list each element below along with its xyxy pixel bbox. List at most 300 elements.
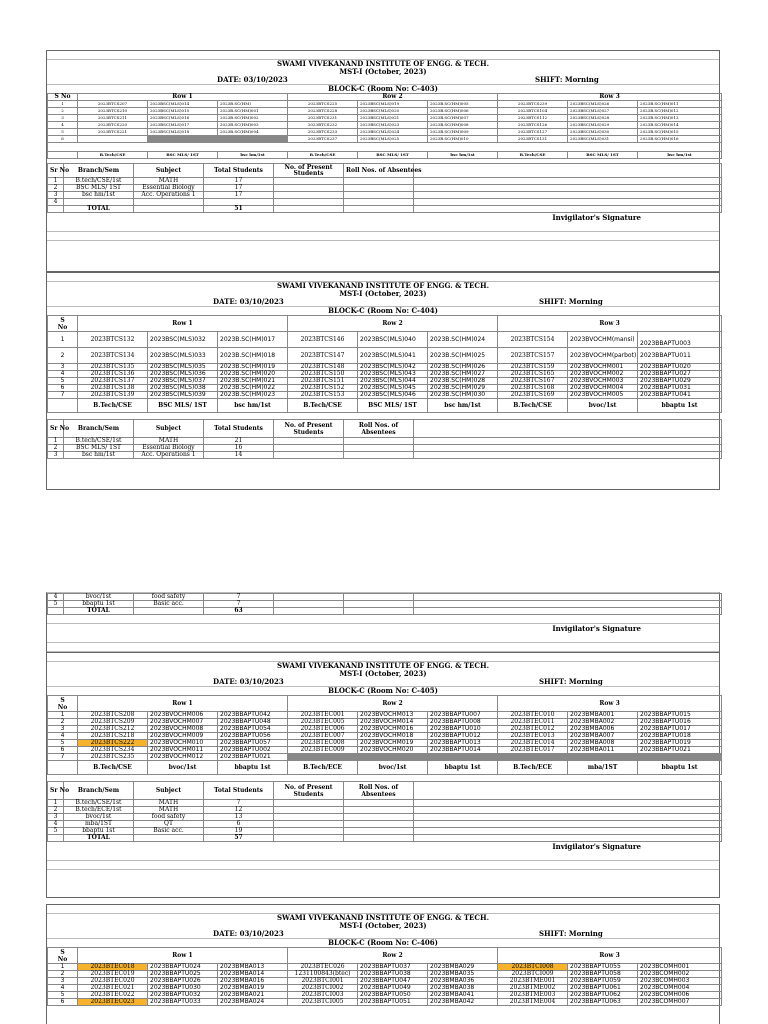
- roll-number-cell: 2023BTCS228: [288, 108, 358, 115]
- seating-table: [47, 695, 722, 775]
- subject-name: QT: [134, 821, 204, 828]
- branch-sem: BSC MLS/ 1ST: [64, 445, 134, 452]
- sr-number: 1: [48, 438, 64, 445]
- course-label: bbaptu 1st: [218, 761, 288, 775]
- roll-number-cell: 2023BMBA036: [428, 978, 498, 985]
- roll-number-cell: 2023BMBA014: [218, 971, 288, 978]
- course-label: B.Tech/ECE: [498, 761, 568, 775]
- room-title: BLOCK-C (Room No: C-404): [328, 306, 438, 315]
- roll-number-cell: 2023BBAPTU058: [568, 971, 638, 978]
- roll-number-cell: 2023BMBA007: [568, 733, 638, 740]
- roll-number-cell: 2023BTCS151: [288, 378, 358, 385]
- roll-number-cell: 2023BTCS126: [498, 122, 568, 129]
- roll-number-cell: 2023BTCS165: [498, 371, 568, 378]
- roll-number-cell: 2023BTCS135: [78, 364, 148, 371]
- summary-row: [48, 594, 722, 601]
- roll-number-cell: 2023BBAPTU048: [218, 719, 288, 726]
- absent-header: Roll Nos. of Absentees: [344, 782, 414, 800]
- table-row: [48, 999, 722, 1006]
- roll-number-cell: 2023BTCS153: [288, 392, 358, 399]
- roll-number-cell: 2023BTCS147: [288, 348, 358, 364]
- row3-header: Row 3: [498, 696, 722, 712]
- seat-number: 3: [48, 364, 78, 371]
- summary-row: [48, 814, 722, 821]
- total-students: 19: [204, 828, 274, 835]
- seat-number: 3: [48, 726, 78, 733]
- sr-number: 3: [48, 452, 64, 459]
- roll-number-cell: 2023B.SC(HM)023: [218, 392, 288, 399]
- total-value: 51: [204, 206, 274, 213]
- roll-number-cell: [218, 136, 288, 143]
- row2-header: Row 2: [288, 94, 498, 101]
- branch-sem: B.tech/ECE/1st: [64, 807, 134, 814]
- total-students: 7: [204, 800, 274, 807]
- roll-number-cell: 2023BTCS237: [288, 136, 358, 143]
- roll-number-cell: 2023BVOCHM011: [148, 747, 218, 754]
- roll-number-cell: 2023BTEC023: [78, 999, 148, 1006]
- exam-title: MST-I (October, 2023): [339, 67, 427, 76]
- branch-sem: bsc hm/1st: [64, 452, 134, 459]
- srno-header: Sr No: [48, 164, 64, 178]
- roll-number-cell: 2023BTEC009: [288, 747, 358, 754]
- course-label: BSC MLS/ 1ST: [148, 399, 218, 413]
- roll-number-cell: 2023BSC(MLS)045: [358, 385, 428, 392]
- seating-sheet-c406: [46, 904, 720, 1024]
- roll-number-cell: 2023BBAPTU049: [358, 985, 428, 992]
- roll-number-cell: 2023BSC(MLS)017: [148, 122, 218, 129]
- roll-number-cell: 2023BSC(MLS)041: [358, 348, 428, 364]
- roll-number-cell: 2023BBAPTU021: [218, 754, 288, 761]
- table-row: [48, 392, 722, 399]
- roll-number-cell: [498, 754, 568, 761]
- total-students: 13: [204, 814, 274, 821]
- sno-header: S No: [48, 948, 78, 964]
- course-label: BSC MLS/ 1ST: [358, 399, 428, 413]
- seating-table: [47, 947, 722, 1006]
- summary-row: [48, 452, 722, 459]
- roll-number-cell: 2023BBAPTU026: [148, 978, 218, 985]
- roll-number-cell: 2023BTCS138: [78, 385, 148, 392]
- course-label: bsc hm/1st: [638, 152, 722, 159]
- seat-number: 4: [48, 985, 78, 992]
- roll-number-cell: 2023BTCS208: [78, 712, 148, 719]
- seat-number: 7: [48, 392, 78, 399]
- roll-number-cell: 2023BBAPTU008: [428, 719, 498, 726]
- roll-number-cell: 2023B.SC(HM)016: [638, 136, 722, 143]
- table-row: [48, 332, 722, 348]
- roll-number-cell: 2023BTCI005: [288, 999, 358, 1006]
- row1-header: Row 1: [78, 696, 288, 712]
- roll-number-cell: 2023BBAPTU027: [638, 371, 722, 378]
- roll-number-cell: 2023BBAPTU047: [358, 978, 428, 985]
- roll-number-cell: 2023BCOMH003: [638, 978, 722, 985]
- roll-number-cell: 2023BMBA011: [568, 747, 638, 754]
- subject-name: MATH: [134, 800, 204, 807]
- roll-number-cell: 2023BCOMH006: [638, 992, 722, 999]
- roll-number-cell: 2023BTCS136: [78, 371, 148, 378]
- roll-number-cell: 2023B.SC(HM)001: [218, 108, 288, 115]
- room-title: BLOCK-C (Room No: C-406): [328, 938, 438, 947]
- subject-name: Basic acc.: [134, 601, 204, 608]
- total-students: 7: [204, 601, 274, 608]
- total-header: Total Students: [204, 782, 274, 800]
- summary-row: [48, 828, 722, 835]
- roll-number-cell: 2023BSC(MLS)021: [358, 115, 428, 122]
- table-row: [48, 108, 722, 115]
- invigilator-signature: Invigilator's Signature: [552, 624, 641, 633]
- table-row: [48, 115, 722, 122]
- roll-number-cell: 2023BTCS207: [78, 101, 148, 108]
- roll-number-cell: 2023BTCI008: [498, 964, 568, 971]
- roll-number-cell: 2023BSC(MLS)023: [358, 122, 428, 129]
- course-label: B.Tech/CSE: [498, 399, 568, 413]
- roll-number-cell: 2023BTCS112: [498, 115, 568, 122]
- roll-number-cell: 2023BTCI009: [498, 971, 568, 978]
- roll-number-cell: 2023BTCS232: [288, 122, 358, 129]
- roll-number-cell: 2023BMBA019: [218, 985, 288, 992]
- roll-number-cell: 2023BTEC021: [78, 985, 148, 992]
- exam-shift: SHIFT: Morning: [539, 677, 603, 686]
- exam-shift: SHIFT: Morning: [539, 929, 603, 938]
- institute-title: SWAMI VIVEKANAND INSTITUTE OF ENGG. & TECH.: [276, 59, 490, 68]
- srno-header: Sr No: [48, 420, 64, 438]
- subject-name: Basic acc.: [134, 828, 204, 835]
- roll-number-cell: 2023B.SC(HM)015: [638, 129, 722, 136]
- sno-header: S No: [48, 696, 78, 712]
- course-label: bbaptu 1st: [638, 399, 722, 413]
- roll-number-cell: 2023B.SC(HM): [218, 101, 288, 108]
- subject-name: MATH: [134, 438, 204, 445]
- roll-number-cell: 2023BBAPTU038: [358, 971, 428, 978]
- roll-number-cell: 2023BTCS154: [498, 332, 568, 348]
- roll-number-cell: 2023BTCI001: [288, 978, 358, 985]
- summary-row: [48, 192, 722, 199]
- table-row: [48, 136, 722, 143]
- roll-number-cell: 2023BMBA038: [428, 985, 498, 992]
- sr-number: 4: [48, 199, 64, 206]
- roll-number-cell: 2023BTCS132: [78, 332, 148, 348]
- summary-table-continued: [47, 593, 722, 615]
- roll-number-cell: 2023BTME001: [498, 978, 568, 985]
- roll-number-cell: 2023BTCS137: [78, 378, 148, 385]
- roll-number-cell: [568, 754, 638, 761]
- roll-number-cell: 1231100843(btec): [288, 971, 358, 978]
- course-label: B.Tech/ECE: [288, 761, 358, 775]
- roll-number-cell: 2023BBAPTU050: [358, 992, 428, 999]
- roll-number-cell: 2023BTCS146: [288, 332, 358, 348]
- roll-number-cell: 2023BTME002: [498, 985, 568, 992]
- roll-number-cell: 2023BSC(MLS)026: [568, 101, 638, 108]
- row1-header: Row 1: [78, 316, 288, 332]
- summary-row: [48, 821, 722, 828]
- roll-number-cell: 2023BBAPTU012: [428, 733, 498, 740]
- roll-number-cell: 2023B.SC(HM)012: [638, 108, 722, 115]
- total-students: 14: [204, 452, 274, 459]
- roll-number-cell: 2023BTEC013: [498, 733, 568, 740]
- seating-table: [47, 93, 722, 159]
- roll-number-cell: 2023B.SC(HM)022: [218, 385, 288, 392]
- roll-number-cell: 2023BSC(MLS)042: [358, 364, 428, 371]
- roll-number-cell: 2023BBAPTU018: [638, 733, 722, 740]
- roll-number-cell: 2023BSC(MLS)020: [358, 108, 428, 115]
- subject-name: food safety: [134, 814, 204, 821]
- branch-sem: bvoc/1st: [64, 814, 134, 821]
- roll-number-cell: 2023BBAPTU054: [218, 726, 288, 733]
- present-header: No. of Present Students: [274, 420, 344, 438]
- branch-sem: bsc hm/1st: [64, 192, 134, 199]
- course-label: mba/1ST: [568, 761, 638, 775]
- roll-number-cell: 2023BBAPTU010: [428, 726, 498, 733]
- roll-number-cell: 2023BSC(MLS)038: [148, 385, 218, 392]
- roll-number-cell: 2023B.SC(HM)024: [428, 332, 498, 348]
- roll-number-cell: 2023BTCS211: [78, 115, 148, 122]
- roll-number-cell: 2023BTEC019: [78, 971, 148, 978]
- roll-number-cell: 2023BTCS152: [288, 385, 358, 392]
- present-header: No. of Present Students: [274, 782, 344, 800]
- exam-date: DATE: 03/10/2023: [213, 297, 284, 306]
- roll-number-cell: 2023BVOCHM007: [148, 719, 218, 726]
- branch-sem: mba/1ST: [64, 821, 134, 828]
- total-students: 17: [204, 192, 274, 199]
- roll-number-cell: 2023BMBA029: [428, 964, 498, 971]
- course-label: bsc hm/1st: [428, 152, 498, 159]
- roll-number-cell: 2023BSC(MLS)039: [148, 392, 218, 399]
- sr-number: 2: [48, 445, 64, 452]
- roll-number-cell: 2023BVOCHM004: [568, 385, 638, 392]
- roll-number-cell: 2023BMBA006: [568, 726, 638, 733]
- roll-number-cell: 2023BTCS218: [78, 733, 148, 740]
- roll-number-cell: 2023BVOCHM001: [568, 364, 638, 371]
- roll-number-cell: 2023BSC(MLS)019: [358, 101, 428, 108]
- table-row: [48, 122, 722, 129]
- roll-number-cell: 2023BMBA035: [428, 971, 498, 978]
- roll-number-cell: 2023B.SC(HM)004: [218, 129, 288, 136]
- table-row: [48, 754, 722, 761]
- roll-number-cell: 2023BTCS210: [78, 108, 148, 115]
- absent-header: Roll Nos. of Absentees: [344, 420, 414, 438]
- roll-number-cell: 2023BTCS134: [78, 348, 148, 364]
- seat-number: 5: [48, 992, 78, 999]
- exam-shift: SHIFT: Morning: [539, 297, 603, 306]
- sr-number: 5: [48, 828, 64, 835]
- roll-number-cell: 2023BBAPTU013: [428, 740, 498, 747]
- course-label: bsc hm/1st: [218, 152, 288, 159]
- roll-number-cell: 2023BSC(MLS)025: [358, 136, 428, 143]
- branch-sem: B.tech/CSE/1st: [64, 800, 134, 807]
- roll-number-cell: [428, 754, 498, 761]
- absent-header: Roll Nos. of Absentees: [344, 164, 414, 178]
- exam-title: MST-I (October, 2023): [339, 921, 427, 930]
- roll-number-cell: 2023BSC(MLS)043: [358, 371, 428, 378]
- subject-header: Subject: [134, 420, 204, 438]
- roll-number-cell: 2023BVOCHM009: [148, 733, 218, 740]
- sno-header: S No: [48, 94, 78, 101]
- roll-number-cell: 2023BCOMH001: [638, 964, 722, 971]
- seat-number: 1: [48, 101, 78, 108]
- roll-number-cell: 2023BMBA041: [428, 992, 498, 999]
- exam-title: MST-I (October, 2023): [339, 669, 427, 678]
- roll-number-cell: [148, 136, 218, 143]
- roll-number-cell: 2023BVOCHM010: [148, 740, 218, 747]
- roll-number-cell: 2023BSC(MLS)029: [568, 122, 638, 129]
- roll-number-cell: 2023BVOCHM(parbot): [568, 348, 638, 364]
- roll-number-cell: 2023BVOCHM012: [148, 754, 218, 761]
- roll-number-cell: 2023B.SC(HM)010: [428, 136, 498, 143]
- row1-header: Row 1: [78, 948, 288, 964]
- seating-sheet-c404: [46, 272, 720, 490]
- roll-number-cell: 2023BTCS148: [288, 364, 358, 371]
- roll-number-cell: 2023BSC(MLS)036: [148, 371, 218, 378]
- course-label: B.Tech/CSE: [78, 761, 148, 775]
- roll-number-cell: 2023BBAPTU057: [218, 740, 288, 747]
- roll-number-cell: 2023BBAPTU030: [148, 985, 218, 992]
- roll-number-cell: 2023BBAPTU032: [148, 992, 218, 999]
- roll-number-cell: 2023B.SC(HM)030: [428, 392, 498, 399]
- branch-sem: bvoc/1st: [64, 594, 134, 601]
- roll-number-cell: 2023BSC(MLS)033: [148, 348, 218, 364]
- roll-number-cell: 2023BSC(MLS)035: [148, 364, 218, 371]
- exam-shift: SHIFT: Morning: [535, 75, 599, 84]
- sr-number: 1: [48, 800, 64, 807]
- roll-number-cell: 2023BBAPTU056: [218, 733, 288, 740]
- roll-number-cell: 2023BBAPTU025: [148, 971, 218, 978]
- roll-number-cell: 2023BMBA024: [218, 999, 288, 1006]
- summary-table: [47, 163, 722, 213]
- roll-number-cell: 2023BTCS104: [498, 108, 568, 115]
- roll-number-cell: 2023B.SC(HM)009: [428, 129, 498, 136]
- row2-header: Row 2: [288, 948, 498, 964]
- roll-number-cell: 2023BTCS222: [78, 740, 148, 747]
- seat-number: 4: [48, 371, 78, 378]
- roll-number-cell: 2023BVOCHM003: [568, 378, 638, 385]
- roll-number-cell: 2023B.SC(HM)005: [428, 101, 498, 108]
- seat-number: 1: [48, 332, 78, 348]
- roll-number-cell: 2023BSC(MLS)044: [358, 378, 428, 385]
- seat-number: 5: [48, 129, 78, 136]
- roll-number-cell: 2023BTCS159: [498, 364, 568, 371]
- total-value: 63: [204, 608, 274, 615]
- total-students: 6: [204, 821, 274, 828]
- sr-number: 2: [48, 185, 64, 192]
- roll-number-cell: 2023BBAPTU033: [148, 999, 218, 1006]
- roll-number-cell: 2023BSC(MLS)018: [148, 129, 218, 136]
- subject-header: Subject: [134, 164, 204, 178]
- roll-number-cell: 2023BMBA013: [218, 964, 288, 971]
- roll-number-cell: 2023BSC(MLS)037: [148, 378, 218, 385]
- roll-number-cell: 2023BTCS221: [78, 129, 148, 136]
- roll-number-cell: 2023BTCS225: [288, 101, 358, 108]
- roll-number-cell: 2023BTCS234: [78, 747, 148, 754]
- roll-number-cell: 2023BVOCHM019: [358, 740, 428, 747]
- roll-number-cell: 2023BBAPTU024: [148, 964, 218, 971]
- total-header: Total Students: [204, 164, 274, 178]
- roll-number-cell: 2023BTEC001: [288, 712, 358, 719]
- seat-number: 2: [48, 348, 78, 364]
- roll-number-cell: 2023BCOMH004: [638, 985, 722, 992]
- roll-number-cell: 2023BTCI003: [288, 992, 358, 999]
- sr-number: 1: [48, 178, 64, 185]
- roll-number-cell: 2023BTCS150: [288, 371, 358, 378]
- institute-title: SWAMI VIVEKANAND INSTITUTE OF ENGG. & TECH.: [276, 913, 490, 922]
- roll-number-cell: 2023B.SC(HM)011: [638, 101, 722, 108]
- roll-number-cell: 2023BBAPTU061: [568, 985, 638, 992]
- sno-header: S No: [48, 316, 78, 332]
- total-label: TOTAL: [64, 608, 134, 615]
- seat-number: 5: [48, 740, 78, 747]
- invigilator-signature: Invigilator's Signature: [552, 842, 641, 851]
- subject-name: [134, 199, 204, 206]
- seat-number: 2: [48, 108, 78, 115]
- roll-number-cell: 2023BTEC020: [78, 978, 148, 985]
- roll-number-cell: 2023BBAPTU062: [568, 992, 638, 999]
- branch-sem: bbaptu 1st: [64, 601, 134, 608]
- course-label: BSC MLS/ 1ST: [568, 152, 638, 159]
- subject-name: MATH: [134, 807, 204, 814]
- summary-row: [48, 601, 722, 608]
- row2-header: Row 2: [288, 316, 498, 332]
- roll-number-cell: 2023BTCS231: [288, 115, 358, 122]
- roll-number-cell: 2023BTME004: [498, 999, 568, 1006]
- roll-number-cell: 2023BBAPTU019: [638, 740, 722, 747]
- roll-number-cell: 2023BTEC006: [288, 726, 358, 733]
- roll-number-cell: [358, 754, 428, 761]
- seat-number: 6: [48, 747, 78, 754]
- roll-number-cell: 2023BBAPTU003: [638, 332, 722, 348]
- seating-sheet-c404-continued: [46, 592, 720, 652]
- roll-number-cell: [288, 754, 358, 761]
- roll-number-cell: 2023BBAPTU014: [428, 747, 498, 754]
- total-students: 7: [204, 594, 274, 601]
- roll-number-cell: 2023BTCS235: [78, 754, 148, 761]
- roll-number-cell: 2023BBAPTU020: [638, 364, 722, 371]
- roll-number-cell: 2023BSC(MLS)015: [148, 108, 218, 115]
- seat-number: 6: [48, 385, 78, 392]
- seating-sheet-c405: [46, 652, 720, 898]
- course-label: B.Tech/CSE: [498, 152, 568, 159]
- room-title: BLOCK-C (Room No: C-405): [328, 686, 438, 695]
- roll-number-cell: 2023BVOCHM020: [358, 747, 428, 754]
- summary-table: [47, 781, 722, 842]
- roll-number-cell: 2023BBAPTU037: [358, 964, 428, 971]
- roll-number-cell: 2023BBAPTU042: [218, 712, 288, 719]
- roll-number-cell: [638, 754, 722, 761]
- course-label: B.Tech/CSE: [288, 399, 358, 413]
- institute-title: SWAMI VIVEKANAND INSTITUTE OF ENGG. & TECH.: [276, 281, 490, 290]
- roll-number-cell: 2023BVOCHM002: [568, 371, 638, 378]
- total-students: 12: [204, 807, 274, 814]
- branch-sem: BSC MLS/ 1ST: [64, 185, 134, 192]
- roll-number-cell: 2023B.SC(HM)020: [218, 371, 288, 378]
- roll-number-cell: 2023B.SC(HM)002: [218, 115, 288, 122]
- roll-number-cell: 2023B.SC(HM)021: [218, 378, 288, 385]
- total-students: 21: [204, 438, 274, 445]
- roll-number-cell: 2023BBAPTU055: [568, 964, 638, 971]
- roll-number-cell: 2023BSC(MLS)032: [148, 332, 218, 348]
- seat-number: 4: [48, 733, 78, 740]
- roll-number-cell: 2023BTCS239: [498, 101, 568, 108]
- roll-number-cell: 2023BBAPTU031: [638, 385, 722, 392]
- course-label: bvoc/1st: [358, 761, 428, 775]
- roll-number-cell: 2023B.SC(HM)029: [428, 385, 498, 392]
- course-label: bvoc/1st: [568, 399, 638, 413]
- roll-number-cell: 2023BCOMH007: [638, 999, 722, 1006]
- roll-number-cell: 2023BVOCHM016: [358, 726, 428, 733]
- roll-number-cell: 2023BMBA021: [218, 992, 288, 999]
- roll-number-cell: 2023BBAPTU015: [638, 712, 722, 719]
- roll-number-cell: 2023B.SC(HM)008: [428, 122, 498, 129]
- seat-number: 3: [48, 115, 78, 122]
- roll-number-cell: 2023B.SC(HM)013: [638, 115, 722, 122]
